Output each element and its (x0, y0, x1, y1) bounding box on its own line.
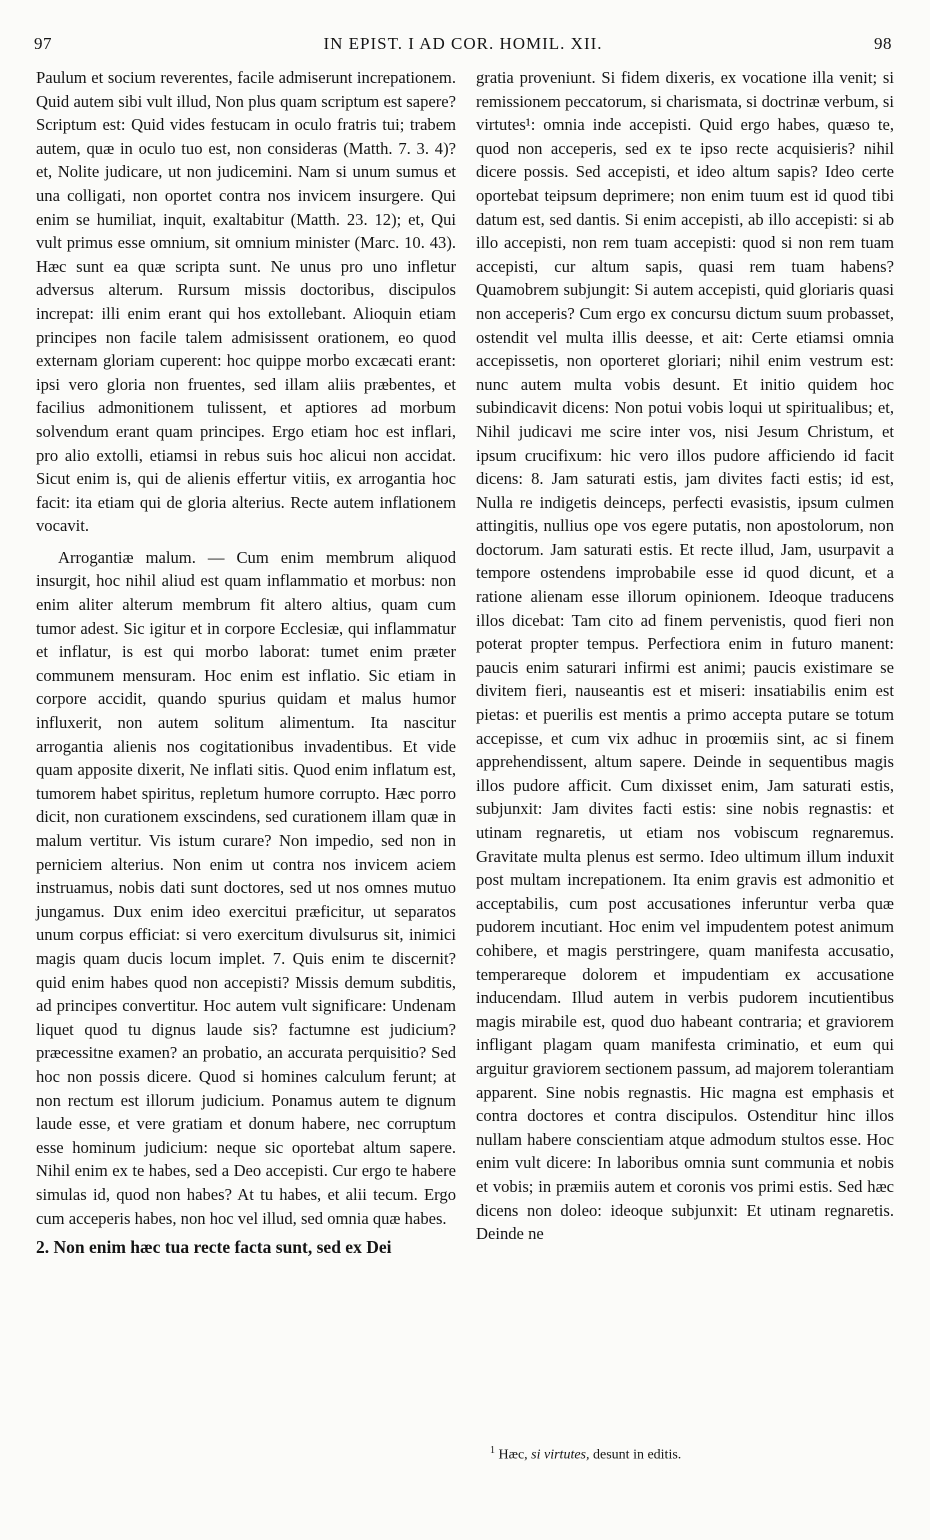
footnote-text-before: Hæc, (498, 1447, 528, 1463)
paragraph: gratia proveniunt. Si fidem dixeris, ex vocatione illa venit; si remissionem peccatorum, si charismata, si doctrinæ verbum, si virtutes¹: omnia inde accepisti. Quid ergo habes, quæso te, quod non acceperis, sed ex te ipso recte acquisieris? nihil dicere possis. Sed accepisti, et ideo altum sapis? Ideo certe oportebat teipsum deprimere; non enim tuum est id quod tibi datum est, sed dantis. Si enim accepisti, ab illo accepisti: si ab illo accepisti, non rem tuam accepisti: quod si non rem tuam accepisti, cur altum sapis, quasi rem tuam habens? Quamobrem subjungit: Si autem accepisti, quid gloriaris quasi non acceperis? Cum ergo ex concursu dictum suum probasset, ostendit vel multa illis deesse, et ait: Certe etiamsi omnia accepissetis, non oporteret gloriari; nihil enim vestrum est: nunc autem multa vobis desunt. Et initio quidem hoc subindicavit dicens: Non potui vobis loqui ut spiritualibus; et, Nihil judicavi me scire inter vos, nisi Jesum Christum, et ipsum crucifixum: hic vero illos pudore afficiendo id facit dicens: 8. Jam saturati estis, jam divites facti estis; id est, Nulla re indigetis deinceps, perfecti evasistis, ipsum culmen attingitis, nullius ope vos egere putatis, non apostolorum, non doctorum. Jam saturati estis. Et recte illud, Jam, usurpavit a tempore ostendens improbabile esse id quod dicunt, et a ratione alienam esse illorum opinionem. Ideoque traducens illos dicebat: Tam cito ad finem pervenistis, quod fieri non poterat propter tempus. Perfectiora enim in futuro manent: paucis enim saturari infirmi est animi; paucis existimare se divitem fieri, nauseantis est et miseri: insatiabilis enim est pietas: et puerilis est mentis a primo accepta putare se totum accepisse, et cum vix adhuc in proœmiis sint, ac si finem apprehendissent, altum sapere. Deinde in sequentibus magis illos pudore afficit. Cum dixisset enim, Jam saturati estis, subjunxit: Jam divites facti estis: sine nobis regnastis: et utinam regnaretis, ut etiam nos vobiscum regnaremus. Gravitate multa plenus est sermo. Ideo ultimum illum induxit post multam increpationem. Ita enim gravis est admonitio et acceptabilis, cum post accusationes inferuntur verba quæ pudorem incutiant. Hoc enim vel impudentem potest animum cohibere, et magis perstringere, quam manifesta accusatio, temperareque dolorem et impudentiam ex accusatione inducendam. Illud autem in verbis pudorem incutientibus magis mirabile est, quod duo habeant contraria; et graviorem infligant plagam quam manifesta criminatio, et eum qui arguitur graviorem sectionem passum, ad majorem tolerantiam apparent. Sine nobis regnastis. Hic magna est emphasis et contra doctores et contra discipulos. Ostenditur hinc illos nullam habere conscientiam atque admodum stultos esse. Hoc enim vult dicere: In laboribus omnia sunt communia et nobis et vobis; in præmiis autem et coronis vos primi estis. Sed hæc dicens non doleo: ideoque subjunxit: Et utinam regnaretis. Deinde ne (476, 68, 894, 1244)
left-column (36, 66, 456, 1260)
footnote-marker: 1 (490, 1445, 495, 1456)
paragraph: 2. Non enim hæc tua recte facta sunt, sed ex Dei (36, 1237, 392, 1258)
footnote-text-after: desunt in editis. (593, 1447, 682, 1463)
right-column (476, 66, 894, 1246)
running-header (34, 34, 892, 62)
paragraph: Paulum et socium reverentes, facile admiserunt increpationem. Quid autem sibi vult illud, Non plus quam scriptum est sapere? Scriptum est: Quid vides festucam in oculo fratris tui; trabem autem, quæ in oculo tuo est, non consideras (Matth. 7. 3. 4)? et, Nolite judicare, ut non judicemini. Nam si unum sumus et una colligati, non oportet contra nos invicem insurgere. Qui enim se humiliat, inquit, exaltabitur (Matth. 23. 12); et, Qui vult primus esse omnium, sit omnium minister (Marc. 10. 43). Hæc sunt ea quæ scripta sunt. Ne unus pro uno infletur adversus alterum. Rursum missis doctoribus, discipulos increpat: illi enim erant qui hos extollebant. Alioquin etiam principes non facile talem admisissent orationem, eo quod externam gloriam cuperent: hoc quippe morbo excæcati erant: ipsi vero gloria non fruentes, sed illam aliis præbentes, et facilius admonitionem tulissent, et aptiores ad morbum solvendum erant quam principes. Ergo etiam hoc est inflari, pro alio extolli, etiamsi in rebus suis hoc alicui non accidat. Sicut enim is, qui de alienis effertur vitiis, ex arrogantia hoc facit: ita etiam qui de gloria alterius. Recte autem inflationem vocavit. (36, 68, 456, 536)
running-title: IN EPIST. I AD COR. HOMIL. XII. (323, 34, 603, 53)
page-number-left: 97 (34, 34, 52, 53)
paragraph: Arrogantiæ malum. — Cum enim membrum aliquod insurgit, hoc nihil aliud est quam inflammatio et morbus: non enim aliter alterum membrum fit altero altius, quam cum tumor adest. Sic igitur et in corpore Ecclesiæ, qui inflammatur et inflatur, is est qui morbo laborat: tumet enim præter communem mensuram. Hoc enim est inflatio. Sic etiam in corpore accidit, quando spurius quidam et malus humor influxerit, non autem solitum alimentum. Ita nascitur arrogantia alienis nos cogitationibus invadentibus. Et vide quam apposite dixerit, Ne inflati sitis. Quod enim inflatum est, tumorem habet spiritus, repletum humore corrupto. Hæc porro dicit, non curationem exscindens, sed curationem illam quæ in malum vertitur. Vis istum curare? Non impedio, sed non in perniciem alterius. Non enim ut contra nos invicem aciem instruamus, nobis dati sunt doctores, sed ut nos omnes mutuo jungamus. Dux enim ideo exercitui præficitur, ut separatos unum corpus efficiat: si vero exercitum divulsurus sit, inimici magis quam ducis locum implet. 7. Quis enim te discernit? quid enim habes quod non accepisti? Missis demum subditis, ad principes convertitur. Hoc autem vult significare: Undenam liquet quod tu dignus laude sis? factumne est judicium? præcessitne examen? an probatio, an accurata perquisitio? Sed hoc non possis dicere. Quod si homines calculum ferunt; at non rectum est illorum judicium. Ponamus autem te dignum laude esse, et vere gratiam et donum habere, nec corruptum esse hominum judicium: neque sic oportebat altum sapere. Nihil enim ex te habes, sed a Deo accepisti. Cur ergo te habere simulas id, quod non habes? At tu habes, et alii tecum. Ergo cum acceperis habes, non hoc vel illud, sed omnia quæ habes. (36, 547, 456, 1228)
footnote-italic-text: si virtutes, (531, 1447, 590, 1463)
footnote (490, 1442, 890, 1465)
page-number-right: 98 (874, 34, 892, 53)
